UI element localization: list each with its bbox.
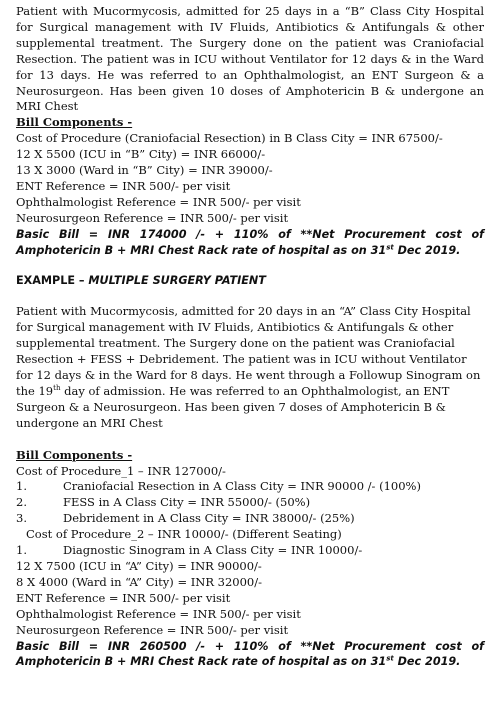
procedure2-label: Cost of Procedure_2 – INR 10000/- (Different Seating) [26, 527, 342, 542]
example-heading: EXAMPLE – MULTIPLE SURGERY PATIENT [16, 273, 266, 287]
case2-bill-line: 12 X 7500 (ICU in “A” City) = INR 90000/- [16, 559, 262, 573]
case2-bill-line: ENT Reference = INR 500/- per visit [16, 590, 231, 605]
case2-bill-line: Ophthalmologist Reference = INR 500/- per visit [16, 606, 301, 621]
case1-bill-line: 13 X 3000 (Ward in “B” City) = INR 39000/- [16, 163, 273, 178]
procedure1-item: 3. Debridement in A Class City = INR 38000/- (25%) [16, 511, 355, 526]
case1-bill-line: Neurosurgeon Reference = INR 500/- per visit [16, 210, 289, 225]
case2-bill-list [16, 464, 484, 639]
case2-description: Patient with Mucormycosis, admitted for 20 days in an “A” Class City Hospital for Surgical management with IV Fluids, Antibiotics & Antifungals & other supplemental treatment. The Surgery done on the patient was Craniofacial Resection + FESS + Debridement. The patient was in ICU without Ventilator for 12 days & in the Ward for 8 days. He went through a Followup Sinogram on the 19th day of admission. He was referred to an Ophthalmologist, an ENT Surgeon & a Neurosurgeon. Has been given 7 doses of Amphotericin B & undergone an MRI Chest [16, 304, 481, 430]
procedure1-item: 1. Craniofacial Resection in A Class City = INR 90000 /- (100%) [16, 479, 421, 494]
case1-bill-line: Ophthalmologist Reference = INR 500/- per visit [16, 194, 301, 209]
case2-basic-bill: Basic Bill = INR 260500 /- + 110% of **Net Procurement cost of Amphotericin B + MRI Chest Rack rate of hospital as on 31st Dec 2019. [16, 639, 484, 669]
case1-bill-heading: Bill Components - [16, 115, 133, 130]
procedure2-item: 1. Diagnostic Sinogram in A Class City = INR 10000/- [16, 543, 363, 558]
case1-bill-line: Cost of Procedure (Craniofacial Resection) in B Class City = INR 67500/- [16, 131, 443, 146]
case2-bill-line: 8 X 4000 (Ward in “A” City) = INR 32000/- [16, 574, 262, 589]
case1-basic-bill: Basic Bill = INR 174000 /- + 110% of **Net Procurement cost of Amphotericin B + MRI Chest Rack rate of hospital as on 31st Dec 2019. [16, 227, 484, 257]
case2-bill-heading: Bill Components - [16, 447, 133, 462]
document-page [16, 4, 484, 670]
case1-bill-line: 12 X 5500 (ICU in “B” City) = INR 66000/- [16, 147, 266, 162]
procedure1-item: 2. FESS in A Class City = INR 55000/- (50%) [16, 495, 311, 510]
case1-description: Patient with Mucormycosis, admitted for 25 days in a “B” Class City Hospital for Surgical management with IV Fluids, Antibiotics & Antifungals & other supplemental treatment. The Surgery done on the patient was Craniofacial Resection. The patient was in ICU without Ventilator for 12 days & in the Ward for 13 days. He was referred to an Ophthalmologist, an ENT Surgeon & a Neurosurgeon. Has been given 10 doses of Amphotericin B & undergone an MRI Chest [16, 4, 484, 114]
procedure1-label: Cost of Procedure_1 – INR 127000/- [16, 463, 226, 478]
case1-bill-list [16, 131, 484, 226]
case1-bill-line: ENT Reference = INR 500/- per visit [16, 178, 231, 193]
case2-bill-line: Neurosurgeon Reference = INR 500/- per visit [16, 622, 289, 637]
